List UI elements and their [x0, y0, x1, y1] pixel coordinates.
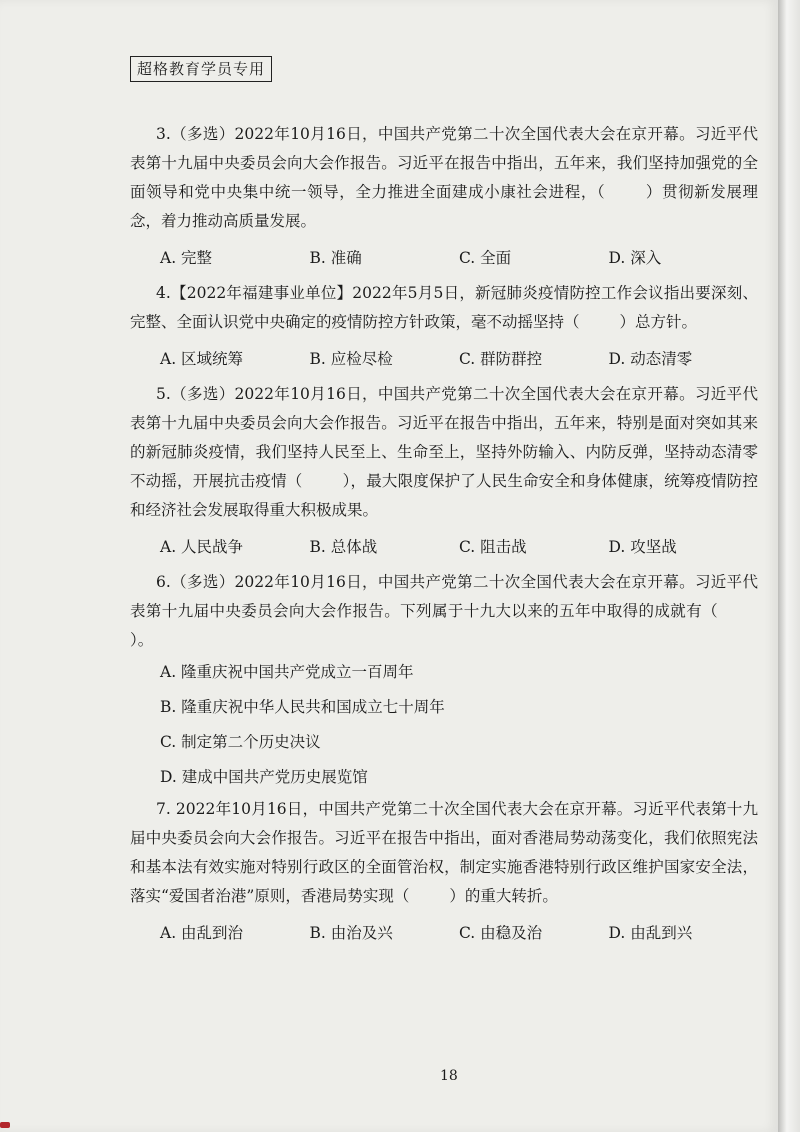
option-d: D. 由乱到兴	[608, 924, 693, 942]
option-c: C. 群防群控	[459, 350, 543, 368]
question-text	[130, 380, 758, 525]
question-text-part: 7. 2022年10月16日，中国共产党第二十次全国代表大会在京开幕。习近平代表第十九届中央委员会向大会作报告。习近平在报告中指出，面对香港局势动荡变化，我们依照宪法和基本法有效实施对特别行政区的全面管治权，制定实施香港特别行政区维护国家安全法，落实“爱国者治港”原则，香港局势实现（	[130, 800, 758, 905]
page-edge	[778, 0, 800, 1132]
question-6	[130, 568, 758, 795]
question-text-part: 4.【2022年福建事业单位】2022年5月5日，新冠肺炎疫情防控工作会议指出要深刻、完整、全面认识党中央确定的疫情防控方针政策，毫不动摇坚持（	[130, 284, 758, 331]
red-mark	[0, 1122, 10, 1128]
options-row	[160, 244, 758, 273]
question-text-part: ）的重大转折。	[449, 887, 558, 905]
option-a: A. 人民战争	[160, 538, 244, 556]
option-c: C. 制定第二个历史决议	[160, 733, 321, 751]
options-row	[160, 345, 758, 374]
option-a: A. 隆重庆祝中国共产党成立一百周年	[160, 663, 414, 681]
question-list	[130, 120, 758, 954]
option-c: C. 阻击战	[459, 538, 527, 556]
question-4	[130, 279, 758, 374]
question-7	[130, 795, 758, 948]
question-text	[130, 120, 758, 236]
question-3	[130, 120, 758, 273]
option-d: D. 深入	[608, 249, 662, 267]
page-number: 18	[440, 1068, 458, 1084]
option-c: C. 由稳及治	[459, 924, 543, 942]
question-text	[130, 279, 758, 337]
option-a: A. 区域统筹	[160, 350, 244, 368]
question-text-part: ）。	[130, 631, 154, 649]
options-row	[160, 919, 758, 948]
question-text	[130, 568, 758, 655]
question-5	[130, 380, 758, 562]
option-b: B. 应检尽检	[309, 350, 393, 368]
option-c: C. 全面	[459, 249, 512, 267]
question-text-part: ）总方针。	[619, 313, 698, 331]
options-list	[130, 655, 758, 795]
question-text-part: 5.（多选）2022年10月16日，中国共产党第二十次全国代表大会在京开幕。习近平代表第十九届中央委员会向大会作报告。习近平在报告中指出，五年来，特别是面对突如其来的新冠肺炎疫情，我们坚持人民至上、生命至上，坚持外防输入、内防反弹，坚持动态清零不动摇，开展抗击疫情（	[130, 385, 758, 490]
header-label: 超格教育学员专用	[130, 56, 272, 82]
option-a: A. 完整	[160, 249, 213, 267]
question-text-part: ）贯彻新发展理念，着力推动高质量发展。	[130, 183, 758, 230]
option-d: D. 动态清零	[608, 350, 693, 368]
option-b: B. 准确	[309, 249, 362, 267]
option-d: D. 攻坚战	[608, 538, 677, 556]
option-a: A. 由乱到治	[160, 924, 244, 942]
question-text-part: 3.（多选）2022年10月16日，中国共产党第二十次全国代表大会在京开幕。习近平代表第十九届中央委员会向大会作报告。习近平在报告中指出，五年来，我们坚持加强党的全面领导和党中央集中统一领导，全力推进全面建成小康社会进程，（	[130, 125, 758, 201]
options-row	[160, 533, 758, 562]
option-b: B. 总体战	[309, 538, 378, 556]
option-d: D. 建成中国共产党历史展览馆	[160, 768, 368, 786]
option-b: B. 隆重庆祝中华人民共和国成立七十周年	[160, 698, 445, 716]
option-b: B. 由治及兴	[309, 924, 393, 942]
question-text-part: 6.（多选）2022年10月16日，中国共产党第二十次全国代表大会在京开幕。习近平代表第十九届中央委员会向大会作报告。下列属于十九大以来的五年中取得的成就有（	[130, 573, 758, 620]
question-text-part: ），最大限度保护了人民生命安全和身体健康，统筹疫情防控和经济社会发展取得重大积极成果。	[130, 472, 758, 519]
question-text	[130, 795, 758, 911]
